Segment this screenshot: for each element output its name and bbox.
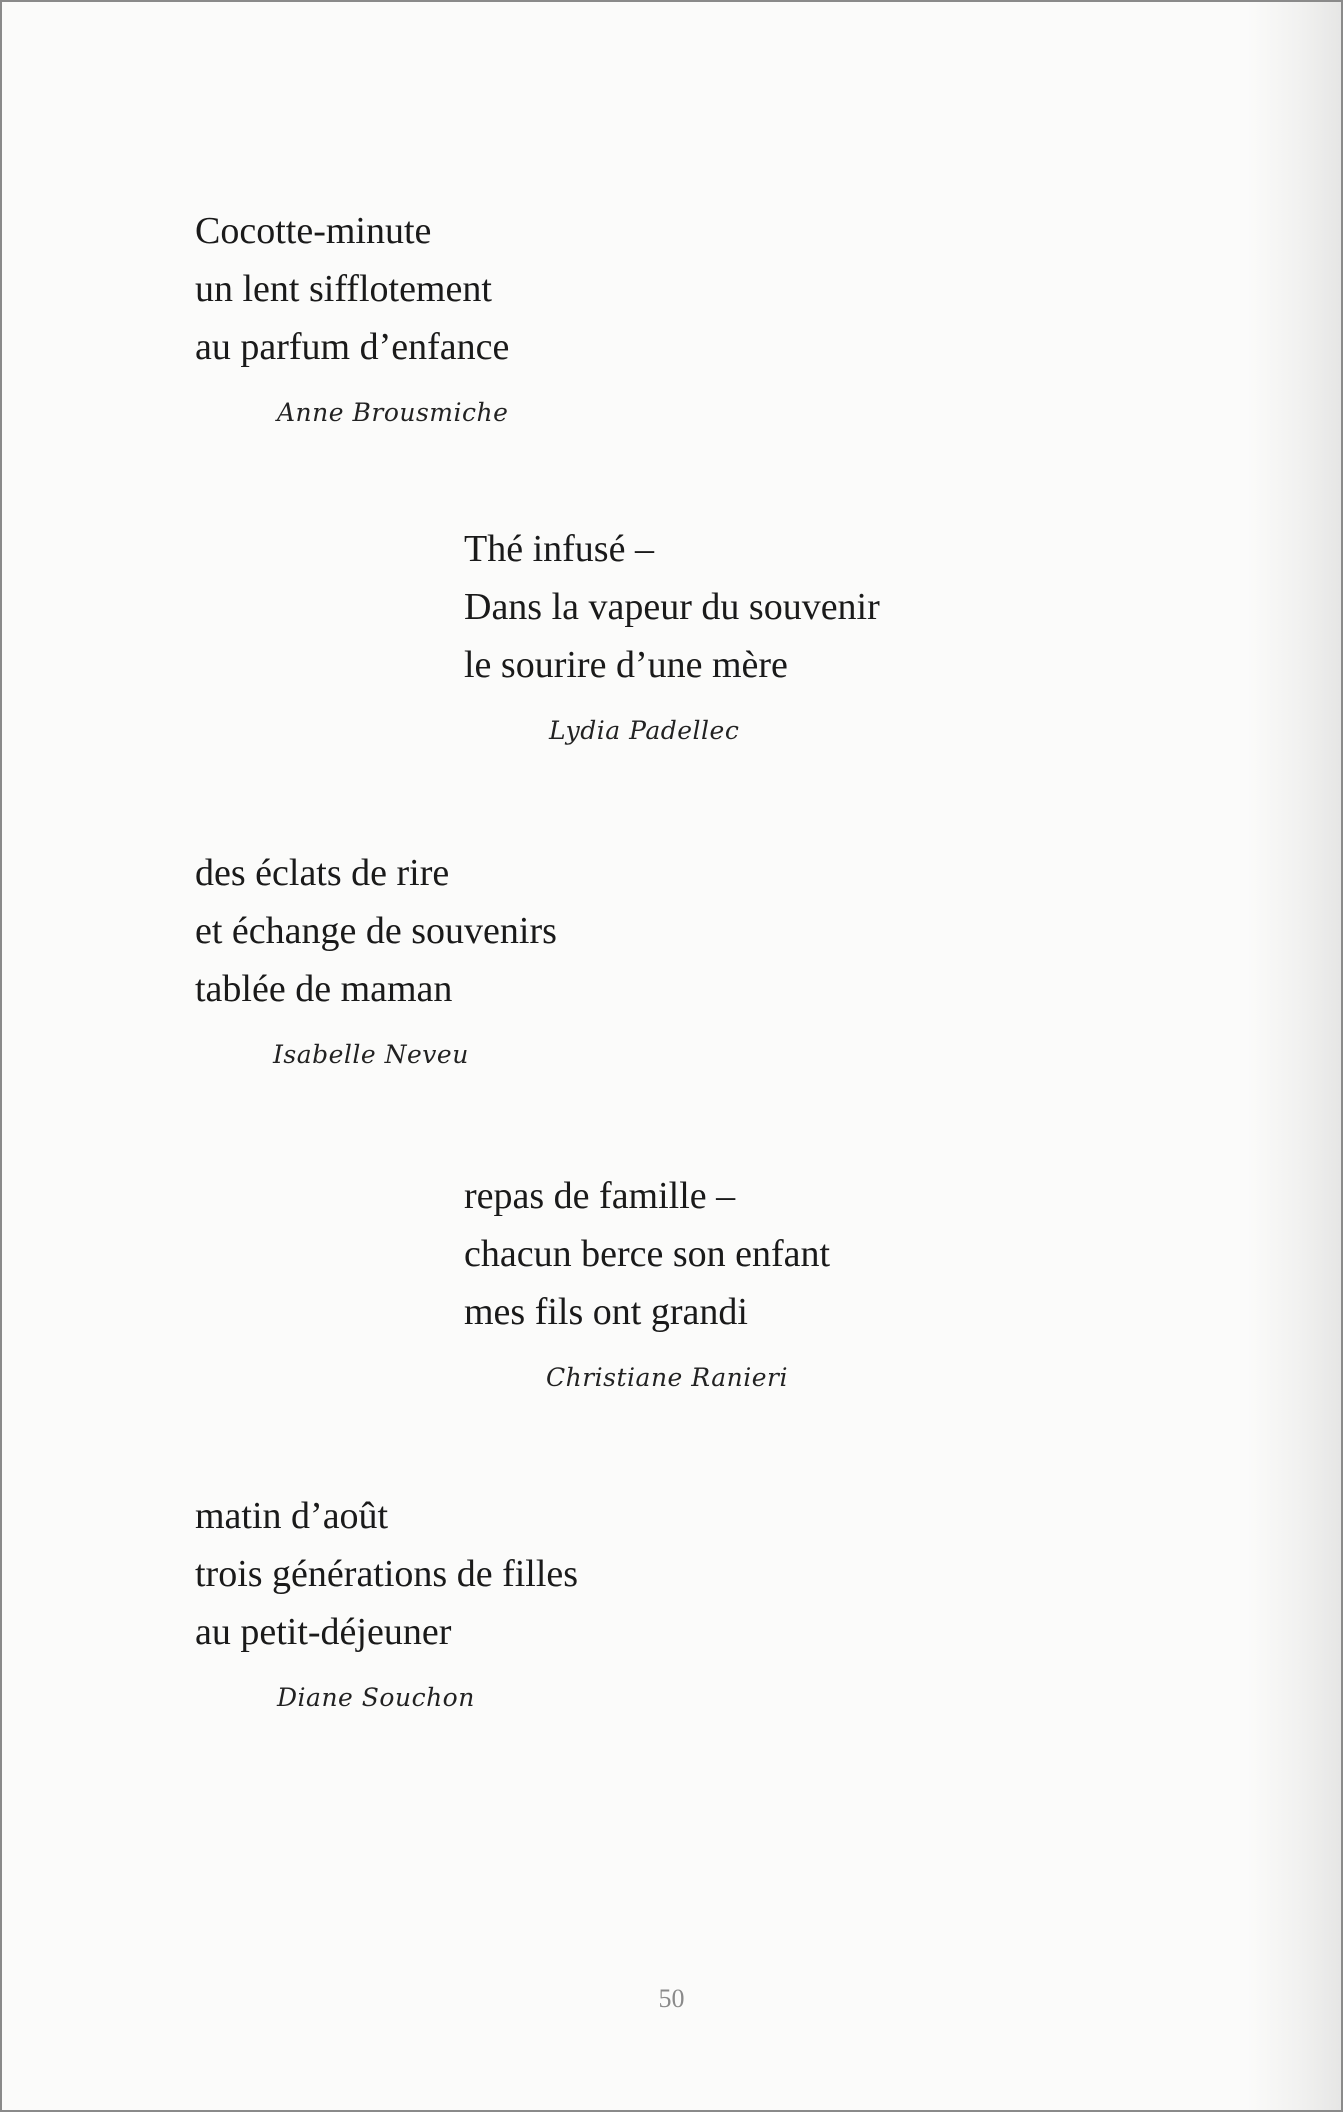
haiku-line: Cocotte-minute [195,210,432,252]
haiku-2 [464,520,880,745]
haiku-lines [464,520,880,694]
haiku-line: matin d’août [195,1495,389,1537]
haiku-line: un lent sifflotement [195,268,492,310]
haiku-line: mes fils ont grandi [464,1291,748,1333]
haiku-line: Dans la vapeur du souvenir [464,586,880,628]
haiku-5 [195,1487,578,1712]
haiku-author: Isabelle Neveu [273,1040,469,1069]
haiku-1 [195,202,509,427]
haiku-line: Thé infusé – [464,528,654,570]
haiku-line: au parfum d’enfance [195,326,510,368]
haiku-line: des éclats de rire [195,852,450,894]
haiku-line: tablée de maman [195,968,453,1010]
page-number: 50 [658,1984,685,2013]
haiku-line: trois générations de filles [195,1553,579,1595]
haiku-4 [464,1167,830,1392]
haiku-line: repas de famille – [464,1175,736,1217]
haiku-line: au petit-déjeuner [195,1611,452,1653]
haiku-3 [195,844,557,1069]
haiku-line: le sourire d’une mère [464,644,788,686]
haiku-lines [195,844,557,1018]
haiku-author: Lydia Padellec [549,716,740,745]
haiku-author: Anne Brousmiche [277,398,509,427]
haiku-line: et échange de souvenirs [195,910,557,952]
haiku-lines [195,1487,578,1661]
haiku-lines [464,1167,830,1341]
haiku-author: Diane Souchon [277,1683,475,1712]
haiku-line: chacun berce son enfant [464,1233,831,1275]
haiku-author: Christiane Ranieri [546,1363,788,1392]
haiku-lines [195,202,509,376]
